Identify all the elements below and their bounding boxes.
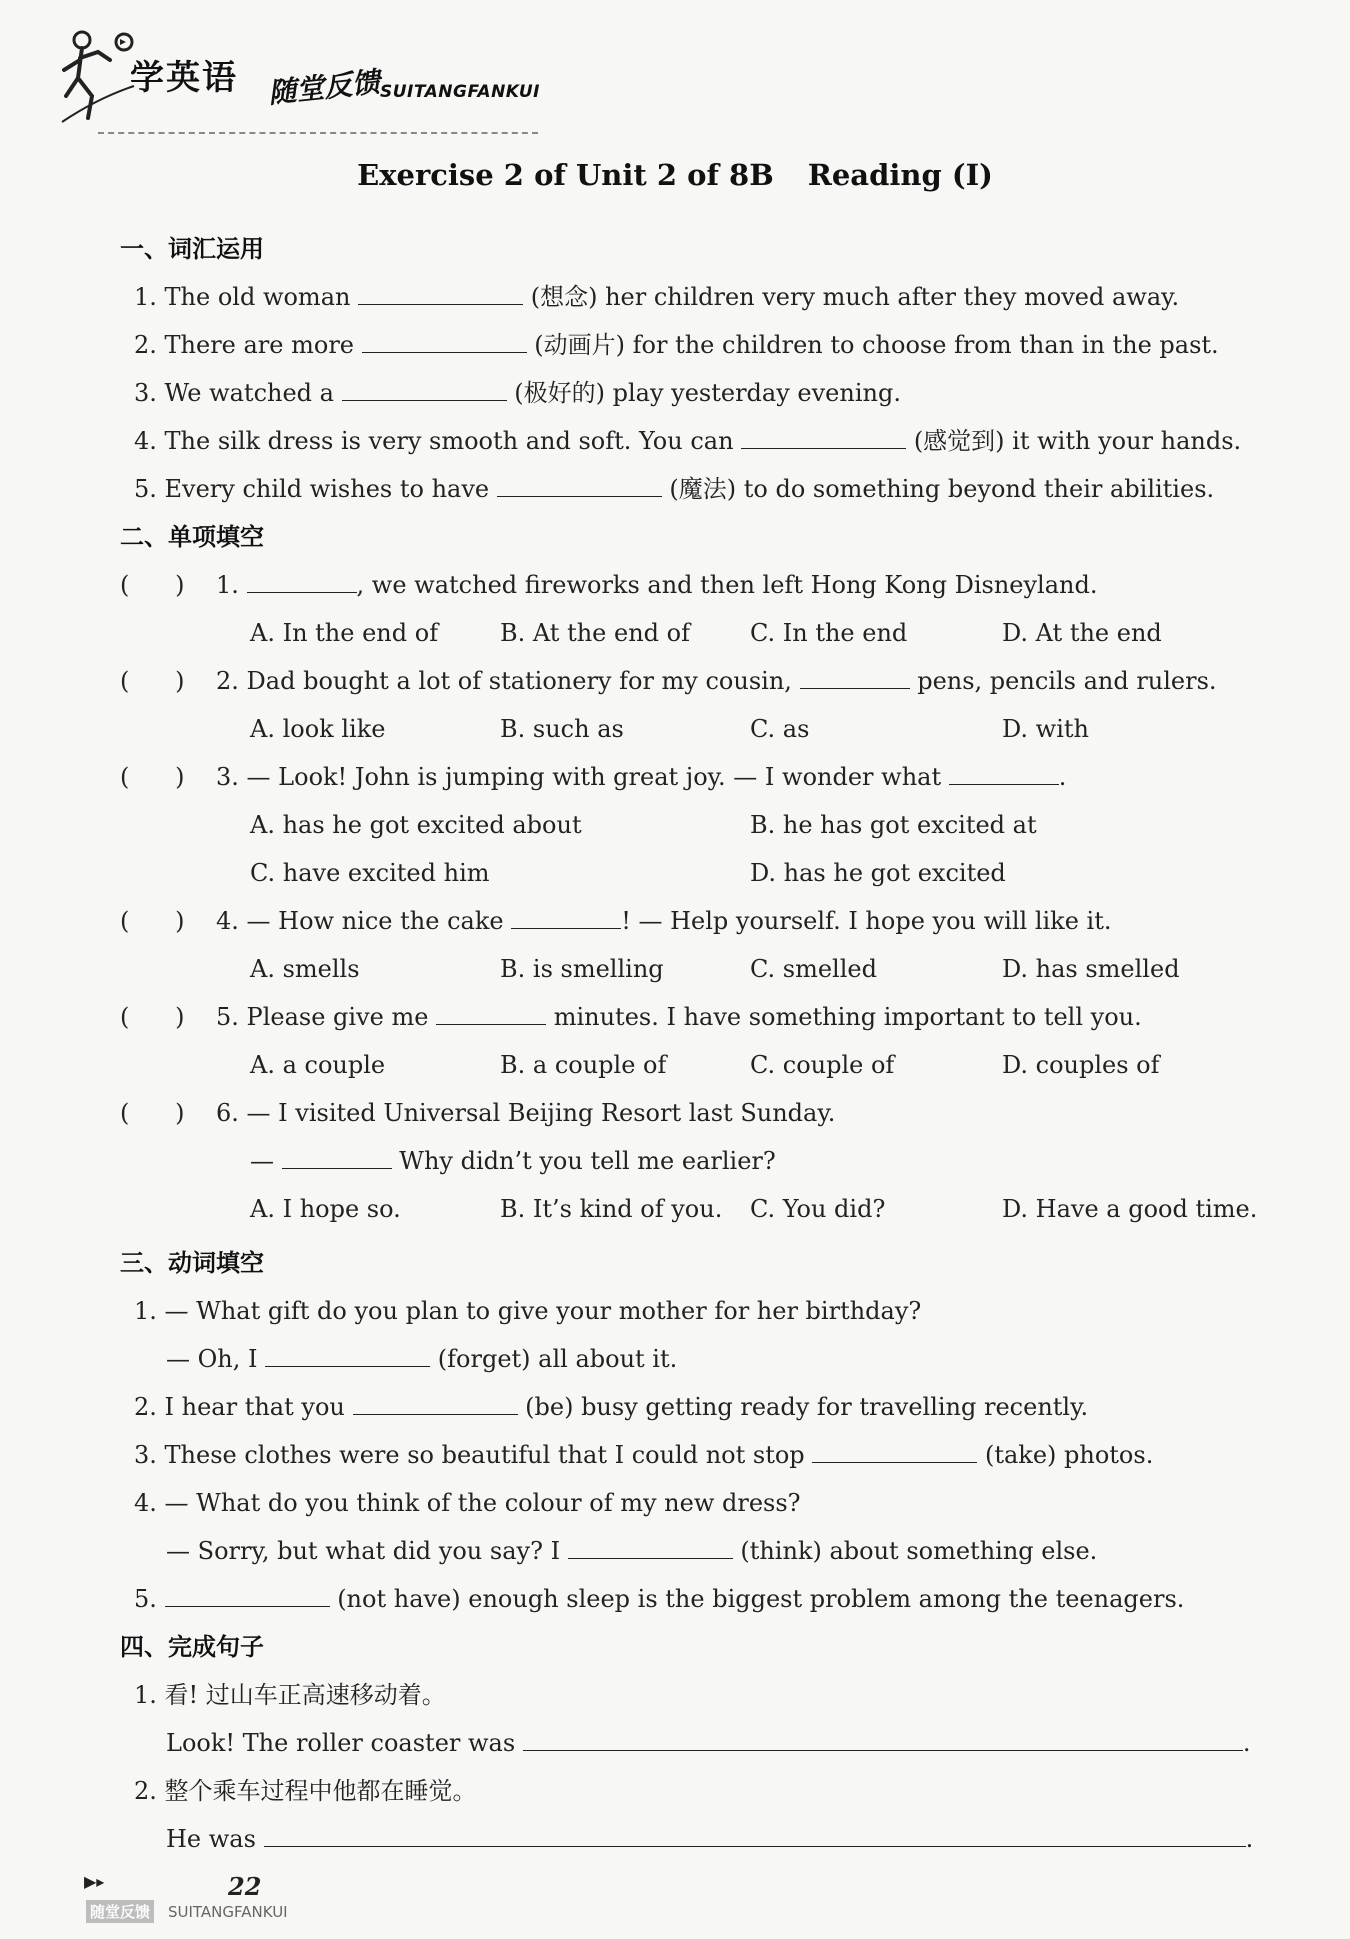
answer-blank[interactable] xyxy=(812,1440,977,1463)
answer-blank[interactable] xyxy=(497,474,662,497)
mc-option[interactable]: D. with xyxy=(1002,715,1089,743)
answer-blank[interactable] xyxy=(800,666,910,689)
answer-bracket[interactable]: ( ) xyxy=(120,1003,185,1031)
vocab-question-3: 3. We watched a (极好的) play yesterday evening. xyxy=(134,379,901,407)
footer-label-chinese: 随堂反馈 xyxy=(86,1900,154,1923)
answer-bracket[interactable]: ( ) xyxy=(120,763,185,791)
verb-question-1-reply: — Oh, I (forget) all about it. xyxy=(166,1345,678,1373)
mc-option[interactable]: D. has smelled xyxy=(1002,955,1180,983)
verb-question-4-reply: — Sorry, but what did you say? I (think) about something else. xyxy=(166,1537,1098,1565)
mc-option[interactable]: D. couples of xyxy=(1002,1051,1160,1079)
title-lesson: Reading (Ⅰ) xyxy=(807,158,993,192)
answer-bracket[interactable]: ( ) xyxy=(120,571,185,599)
brand-chinese-title: 学英语 xyxy=(130,58,238,98)
mc-question-2: 2. Dad bought a lot of stationery for my cousin, pens, pencils and rulers. xyxy=(216,667,1217,695)
page-title xyxy=(0,158,1350,192)
mc-option[interactable]: B. It’s kind of you. xyxy=(500,1195,723,1223)
mc-option[interactable]: C. as xyxy=(750,715,810,743)
mc-option[interactable]: A. In the end of xyxy=(250,619,439,647)
brand-script-title: 随堂反馈 xyxy=(266,65,382,110)
sentence-question-2: He was . xyxy=(166,1825,1254,1853)
answer-blank[interactable] xyxy=(362,330,527,353)
verb-question-2: 2. I hear that you (be) busy getting ready for travelling recently. xyxy=(134,1393,1089,1421)
answer-bracket[interactable]: ( ) xyxy=(120,667,185,695)
verb-question-5: 5. (not have) enough sleep is the biggest problem among the teenagers. xyxy=(134,1585,1185,1613)
mc-option[interactable]: B. he has got excited at xyxy=(750,811,1037,839)
answer-blank[interactable] xyxy=(353,1392,518,1415)
mc-option[interactable]: C. You did? xyxy=(750,1195,886,1223)
mc-option[interactable]: B. is smelling xyxy=(500,955,664,983)
mc-option[interactable]: C. In the end xyxy=(750,619,908,647)
answer-bracket[interactable]: ( ) xyxy=(120,1099,185,1127)
sentence-question-2-chinese: 2. 整个乘车过程中他都在睡觉。 xyxy=(134,1777,477,1805)
sentence-question-1-chinese: 1. 看! 过山车正高速移动着。 xyxy=(134,1681,446,1709)
mc-option[interactable]: A. smells xyxy=(250,955,360,983)
mc-question-4: 4. — How nice the cake ! — Help yourself. I hope you will like it. xyxy=(216,907,1112,935)
answer-line[interactable] xyxy=(523,1728,1243,1751)
vocab-question-1: 1. The old woman (想念) her children very much after they moved away. xyxy=(134,283,1180,311)
header-logo xyxy=(58,22,578,132)
mc-option[interactable]: C. couple of xyxy=(750,1051,895,1079)
sentence-question-1: Look! The roller coaster was . xyxy=(166,1729,1251,1757)
answer-blank[interactable] xyxy=(949,762,1059,785)
mc-option[interactable]: B. a couple of xyxy=(500,1051,667,1079)
answer-blank[interactable] xyxy=(511,906,621,929)
mc-question-3: 3. — Look! John is jumping with great joy. — I wonder what . xyxy=(216,763,1067,791)
title-unit: Exercise 2 of Unit 2 of 8B xyxy=(357,158,774,192)
mc-option[interactable]: B. such as xyxy=(500,715,624,743)
mc-option[interactable]: A. a couple xyxy=(250,1051,386,1079)
mc-option[interactable]: D. has he got excited xyxy=(750,859,1006,887)
mc-option[interactable]: D. Have a good time. xyxy=(1002,1195,1258,1223)
footer-label-pinyin: SUITANGFANKUI xyxy=(168,1903,288,1921)
mc-option[interactable]: A. has he got excited about xyxy=(250,811,582,839)
section-heading-complete-sentences: 四、完成句子 xyxy=(120,1633,264,1661)
mc-option[interactable]: D. At the end xyxy=(1002,619,1162,647)
answer-line[interactable] xyxy=(264,1824,1246,1847)
section-heading-multiple-choice: 二、单项填空 xyxy=(120,523,264,551)
mc-question-5: 5. Please give me minutes. I have something important to tell you. xyxy=(216,1003,1142,1031)
runner-icon xyxy=(58,26,138,126)
answer-bracket[interactable]: ( ) xyxy=(120,907,185,935)
vocab-question-5: 5. Every child wishes to have (魔法) to do something beyond their abilities. xyxy=(134,475,1215,503)
mc-option[interactable]: A. look like xyxy=(250,715,386,743)
verb-question-4: 4. — What do you think of the colour of my new dress? xyxy=(134,1489,801,1517)
answer-blank[interactable] xyxy=(568,1536,733,1559)
page-number: 22 xyxy=(228,1872,262,1901)
answer-blank[interactable] xyxy=(342,378,507,401)
answer-blank[interactable] xyxy=(436,1002,546,1025)
section-heading-vocabulary: 一、词汇运用 xyxy=(120,235,264,263)
mc-question-6-reply: — Why didn’t you tell me earlier? xyxy=(250,1147,776,1175)
vocab-question-2: 2. There are more (动画片) for the children to choose from than in the past. xyxy=(134,331,1219,359)
page-arrows-icon: ▶▸ xyxy=(84,1872,105,1891)
answer-blank[interactable] xyxy=(358,282,523,305)
mc-option[interactable]: C. have excited him xyxy=(250,859,490,887)
answer-blank[interactable] xyxy=(265,1344,430,1367)
answer-blank[interactable] xyxy=(282,1146,392,1169)
verb-question-3: 3. These clothes were so beautiful that I could not stop (take) photos. xyxy=(134,1441,1154,1469)
mc-question-1: 1. , we watched fireworks and then left Hong Kong Disneyland. xyxy=(216,571,1098,599)
mc-option[interactable]: C. smelled xyxy=(750,955,877,983)
mc-question-6: 6. — I visited Universal Beijing Resort last Sunday. xyxy=(216,1099,836,1127)
answer-blank[interactable] xyxy=(247,570,357,593)
mc-option[interactable]: B. At the end of xyxy=(500,619,690,647)
mc-option[interactable]: A. I hope so. xyxy=(250,1195,401,1223)
answer-blank[interactable] xyxy=(741,426,906,449)
verb-question-1: 1. — What gift do you plan to give your mother for her birthday? xyxy=(134,1297,922,1325)
section-heading-verb-forms: 三、动词填空 xyxy=(120,1249,264,1277)
vocab-question-4: 4. The silk dress is very smooth and soft. You can (感觉到) it with your hands. xyxy=(134,427,1242,455)
header-divider xyxy=(98,132,538,134)
brand-pinyin: SUITANGFANKUI xyxy=(380,82,540,102)
answer-blank[interactable] xyxy=(165,1584,330,1607)
